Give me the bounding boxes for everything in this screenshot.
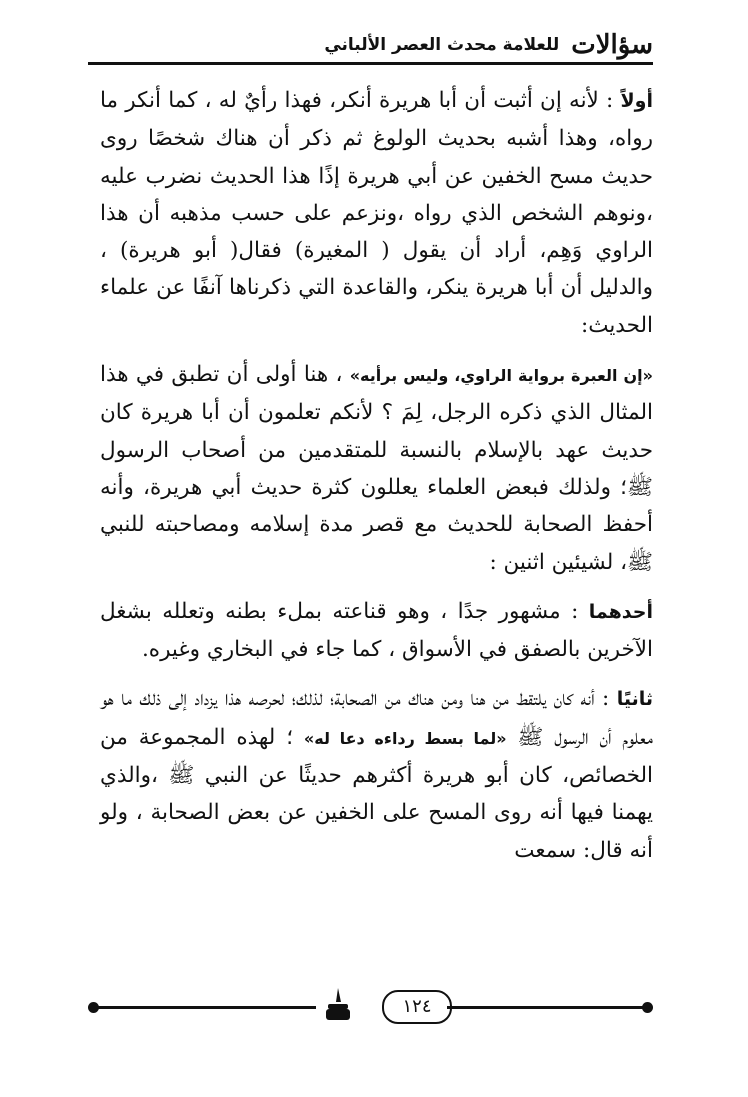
footer-rule-right	[447, 1006, 647, 1009]
paragraph-4-quote: «لما بسط رداءه دعا له»	[303, 728, 507, 748]
paragraph-4-text-before: : أنه كان يلتقط من هنا ومن هناك من الصحابة؛ لذلك؛ لحرصه هذا يزداد إلى ذلك ما هو معلوم أن الرسول ﷺ	[100, 686, 654, 750]
paragraph-1	[100, 82, 653, 344]
book-subtitle: للعلامة محدث العصر الألباني	[324, 35, 560, 55]
footer-rule-left	[94, 1006, 316, 1009]
paragraph-3-lead: أحدهما	[588, 600, 653, 623]
page-footer	[88, 988, 653, 1028]
page-number: ١٢٤	[382, 990, 452, 1024]
footer-ornament-dot-right	[642, 1002, 653, 1013]
book-logo: سؤالات	[571, 30, 653, 60]
inkwell-icon	[324, 988, 352, 1022]
paragraph-1-text: : لأنه إن أثبت أن أبا هريرة أنكر، فهذا رأيٌ له ، كما أنكر ما رواه، وهذا أشبه بحديث الولوغ ثم ذكر أن هناك شخصًا روى حديث مسح الخفين عن أبي هريرة إذًا هذا الحديث نضرب عليه ،ونوهم الشخص الذي رواه ،ونزعم على حسب مذهبه أن هذا الراوي وَهِم، أراد أن يقول ( المغيرة) فقال( أبو هريرة) ، والدليل أن أبا هريرة ينكر، والقاعدة التي ذكرناها آنفًا عن علماء الحديث:	[100, 88, 653, 338]
book-title	[324, 30, 653, 60]
paragraph-4	[100, 680, 653, 868]
paragraph-2-text: ، هنا أولى أن تطبق في هذا المثال الذي ذكره الرجل، لِمَ ؟ لأنكم تعلمون أن أبا هريرة كان حديث عهد بالإسلام بالنسبة للمتقدمين من أصحاب الرسول ﷺ؛ ولذلك فبعض العلماء يعللون كثرة حديث أبي هريرة، وأنه أحفظ الصحابة للحديث مع قصر مدة إسلامه ومصاحبته للنبي ﷺ، لشيئين اثنين :	[100, 362, 653, 575]
paragraph-3-text: : مشهور جدًا ، وهو قناعته بملء بطنه وتعلله بشغل الآخرين بالصفق في الأسواق ، كما جاء في البخاري وغيره.	[100, 598, 653, 663]
paragraph-1-lead: أولاً	[620, 90, 653, 112]
paragraph-2-quote: «إن العبرة برواية الراوي، وليس برأيه»	[349, 366, 654, 386]
header-rule	[88, 62, 653, 65]
page-body	[100, 82, 653, 881]
paragraph-3	[100, 593, 653, 669]
page-header	[88, 18, 653, 66]
paragraph-4-lead: ثانيًا	[616, 688, 653, 711]
paragraph-4-text-after: ؛ لهذه المجموعة من الخصائص، كان أبو هريرة أكثرهم حديثًا عن النبي ﷺ ،والذي يهمنا فيها أنه روى المسح على الخفين عن بعض الصحابة ، ولو أنه قال: سمعت	[100, 724, 653, 863]
paragraph-2	[100, 356, 653, 581]
